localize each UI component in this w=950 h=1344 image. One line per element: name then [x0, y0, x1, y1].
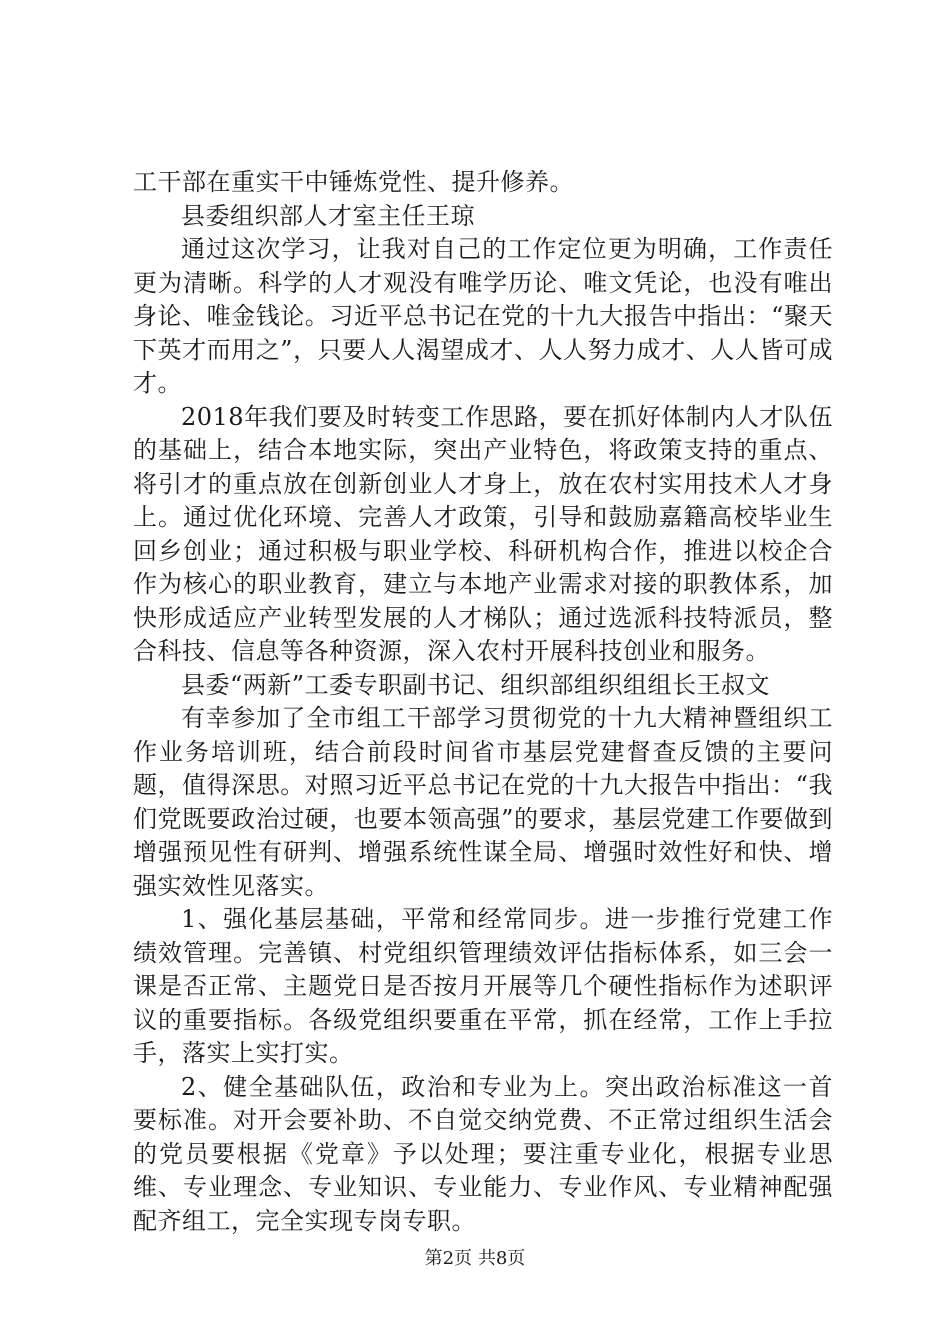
document-body: [133, 166, 833, 1238]
speaker-heading-wang-qiong: 县委组织部人才室主任王琼: [181, 201, 475, 230]
page-number-footer: 第2页 共8页: [424, 1248, 526, 1269]
paragraph-point-2: 2、健全基础队伍，政治和专业为上。突出政治标准这一首要标准。对开会要补助、不自觉交纳党费、不正常过组织生活会的党员要根据《党章》予以处理；要注重专业化，根据专业思维、专业理念、专业知识、专业能力、专业作风、专业精神配强配齐组工，完全实现专岗专职。: [133, 1072, 833, 1235]
paragraph-talent-view: 通过这次学习，让我对自己的工作定位更为明确，工作责任更为清晰。科学的人才观没有唯学历论、唯文凭论，也没有唯出身论、唯金钱论。习近平总书记在党的十九大报告中指出：“聚天下英才而用之”，只要人人渴望成才、人人努力成才、人人皆可成才。: [133, 235, 833, 397]
speaker-heading-wang-shuwen: 县委“两新”工委专职副书记、组织部组织组组长王叔文: [181, 670, 771, 699]
paragraph-2018-plan: 2018年我们要及时转变工作思路，要在抓好体制内人才队伍的基础上，结合本地实际，突出产业特色，将政策支持的重点、将引才的重点放在创新创业人才身上，放在农村实用技术人才身上。通过优化环境、完善人才政策，引导和鼓励嘉籍高校毕业生回乡创业；通过积极与职业学校、科研机构合作，推进以校企合作为核心的职业教育，建立与本地产业需求对接的职教体系，加快形成适应产业转型发展的人才梯队；通过选派科技特派员，整合科技、信息等各种资源，深入农村开展科技创业和服务。: [133, 402, 833, 665]
paragraph-point-1: 1、强化基层基础，平常和经常同步。进一步推行党建工作绩效管理。完善镇、村党组织管理绩效评估指标体系，如三会一课是否正常、主题党日是否按月开展等几个硬性指标作为述职评议的重要指标。各级党组织要重在平常，抓在经常，工作上手拉手，落实上实打实。: [133, 905, 833, 1067]
paragraph-continuation: 工干部在重实干中锤炼党性、提升修养。: [133, 168, 574, 196]
paragraph-training-reflection: 有幸参加了全市组工干部学习贯彻党的十九大精神暨组织工作业务培训班，结合前段时间省市基层党建督查反馈的主要问题，值得深思。对照习近平总书记在党的十九大报告中指出：“我们党既要政治过硬，也要本领高强”的要求，基层党建工作要做到增强预见性有研判、增强系统性谋全局、增强时效性好和快、增强实效性见落实。: [133, 704, 833, 900]
